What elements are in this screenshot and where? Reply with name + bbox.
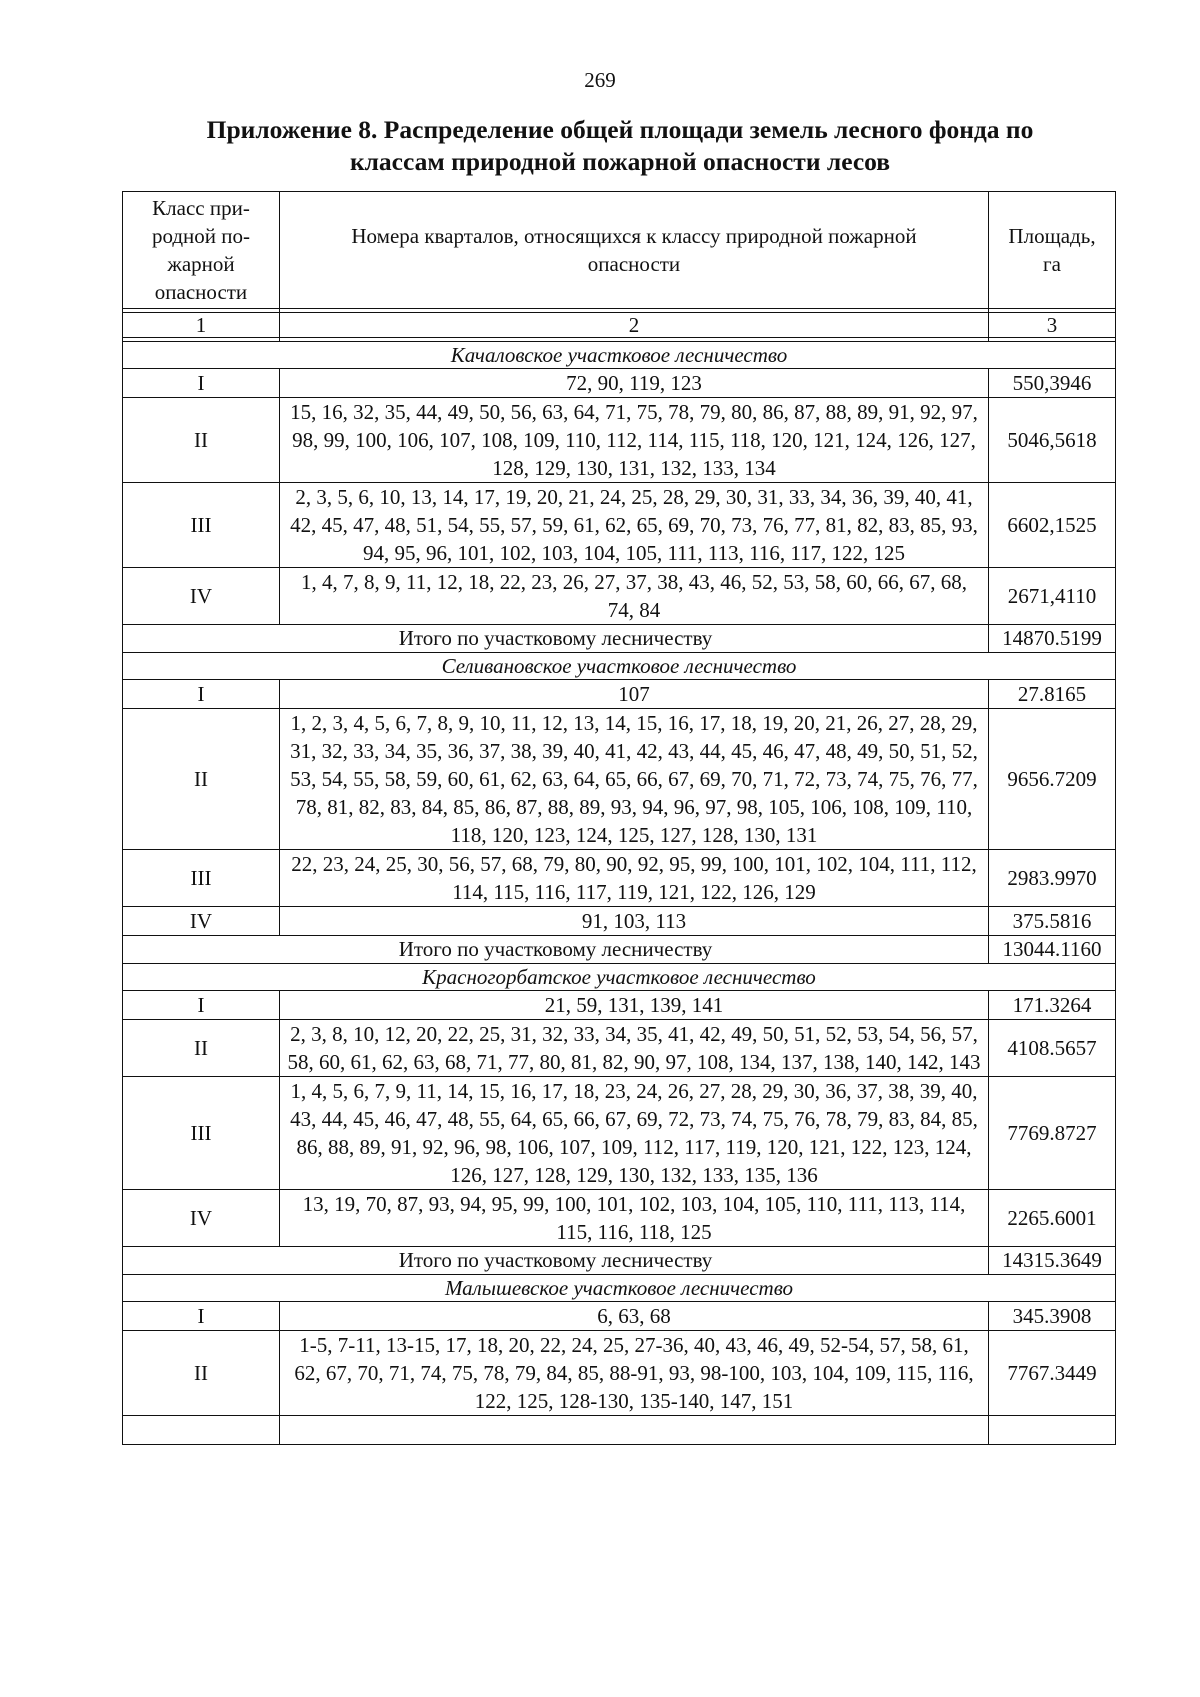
area-cell: 2671,4110 bbox=[989, 568, 1116, 625]
area-cell: 7769.8727 bbox=[989, 1077, 1116, 1190]
title-line-1: Приложение 8. Распределение общей площади земель лесного фонда по bbox=[206, 115, 1034, 144]
header-quarters bbox=[280, 192, 989, 309]
forestry-name: Малышевское участковое лесничество bbox=[123, 1275, 1116, 1302]
quarters-cell: 2, 3, 5, 6, 10, 13, 14, 17, 19, 20, 21, 24, 25, 28, 29, 30, 31, 33, 34, 36, 39, 40, 41, 42, 45, 47, 48, 51, 54, 55, 57, 59, 61, 62, 65, 69, 70, 73, 76, 77, 81, 82, 83, 85, 93, 94, 95, 96, 101, 102, 103, 104, 105, 111, 113, 116, 117, 122, 125 bbox=[280, 483, 989, 568]
class-cell: I bbox=[123, 1302, 280, 1331]
total-area: 14870.5199 bbox=[989, 625, 1116, 653]
total-label: Итого по участковому лесничеству bbox=[123, 1247, 989, 1275]
forestry-row bbox=[123, 342, 1116, 369]
quarters-cell: 91, 103, 113 bbox=[280, 907, 989, 936]
area-cell: 4108.5657 bbox=[989, 1020, 1116, 1077]
header-class bbox=[123, 192, 280, 309]
table-row bbox=[123, 1190, 1116, 1247]
total-label: Итого по участковому лесничеству bbox=[123, 625, 989, 653]
forestry-row bbox=[123, 653, 1116, 680]
column-number: 3 bbox=[989, 313, 1116, 338]
quarters-cell: 1, 4, 7, 8, 9, 11, 12, 18, 22, 23, 26, 27, 37, 38, 43, 46, 52, 53, 58, 60, 66, 67, 68, 74, 84 bbox=[280, 568, 989, 625]
area-cell: 375.5816 bbox=[989, 907, 1116, 936]
column-number: 2 bbox=[280, 313, 989, 338]
class-cell: II bbox=[123, 1020, 280, 1077]
area-cell: 27.8165 bbox=[989, 680, 1116, 709]
class-cell: I bbox=[123, 680, 280, 709]
class-cell: IV bbox=[123, 568, 280, 625]
forestry-row bbox=[123, 964, 1116, 991]
forestry-name: Красногорбатское участковое лесничество bbox=[123, 964, 1116, 991]
area-cell: 6602,1525 bbox=[989, 483, 1116, 568]
quarters-cell: 1, 2, 3, 4, 5, 6, 7, 8, 9, 10, 11, 12, 13, 14, 15, 16, 17, 18, 19, 20, 21, 26, 27, 28, 29, 31, 32, 33, 34, 35, 36, 37, 38, 39, 40, 41, 42, 43, 44, 45, 46, 47, 48, 49, 50, 51, 52, 53, 54, 55, 58, 59, 60, 61, 62, 63, 64, 65, 66, 67, 69, 70, 71, 72, 73, 74, 75, 76, 77, 78, 81, 82, 83, 84, 85, 86, 87, 88, 89, 93, 94, 96, 97, 98, 105, 106, 108, 109, 110, 118, 120, 123, 124, 125, 127, 128, 130, 131 bbox=[280, 709, 989, 850]
table-row bbox=[123, 1077, 1116, 1190]
empty-cell bbox=[123, 1416, 280, 1445]
title-line-2: классам природной пожарной опасности лесов bbox=[349, 147, 891, 176]
area-cell: 7767.3449 bbox=[989, 1331, 1116, 1416]
table-row bbox=[123, 1302, 1116, 1331]
class-cell: II bbox=[123, 1331, 280, 1416]
empty-cell bbox=[989, 1416, 1116, 1445]
table-row bbox=[123, 369, 1116, 398]
quarters-cell: 1, 4, 5, 6, 7, 9, 11, 14, 15, 16, 17, 18, 23, 24, 26, 27, 28, 29, 30, 36, 37, 38, 39, 40, 43, 44, 45, 46, 47, 48, 55, 64, 65, 66, 67, 69, 72, 73, 74, 75, 76, 78, 79, 83, 84, 85, 86, 88, 89, 91, 92, 96, 98, 106, 107, 109, 112, 117, 119, 120, 121, 122, 123, 124, 126, 127, 128, 129, 130, 132, 133, 135, 136 bbox=[280, 1077, 989, 1190]
page-number: 269 bbox=[584, 68, 616, 92]
table-row bbox=[123, 568, 1116, 625]
empty-row bbox=[123, 1416, 1116, 1445]
class-cell: IV bbox=[123, 907, 280, 936]
page-title bbox=[120, 114, 1120, 178]
quarters-cell: 2, 3, 8, 10, 12, 20, 22, 25, 31, 32, 33, 34, 35, 41, 42, 49, 50, 51, 52, 53, 54, 56, 57, 58, 60, 61, 62, 63, 68, 71, 77, 80, 81, 82, 90, 97, 108, 134, 137, 138, 140, 142, 143 bbox=[280, 1020, 989, 1077]
table-row bbox=[123, 398, 1116, 483]
table-row bbox=[123, 680, 1116, 709]
class-cell: IV bbox=[123, 1190, 280, 1247]
total-row bbox=[123, 625, 1116, 653]
table-row bbox=[123, 907, 1116, 936]
class-cell: I bbox=[123, 369, 280, 398]
area-cell: 171.3264 bbox=[989, 991, 1116, 1020]
header-class-label: Класс при-родной по-жарной опасности bbox=[151, 196, 251, 304]
forestry-name: Селивановское участковое лесничество bbox=[123, 653, 1116, 680]
header-quarters-label: Номера кварталов, относящихся к классу природной пожарной опасности bbox=[351, 224, 917, 276]
fire-danger-table bbox=[122, 191, 1116, 1445]
area-cell: 2265.6001 bbox=[989, 1190, 1116, 1247]
class-cell: I bbox=[123, 991, 280, 1020]
table-row bbox=[123, 1020, 1116, 1077]
class-cell: III bbox=[123, 1077, 280, 1190]
quarters-cell: 21, 59, 131, 139, 141 bbox=[280, 991, 989, 1020]
table-row bbox=[123, 991, 1116, 1020]
quarters-cell: 72, 90, 119, 123 bbox=[280, 369, 989, 398]
header-row bbox=[123, 192, 1116, 309]
quarters-cell: 6, 63, 68 bbox=[280, 1302, 989, 1331]
empty-cell bbox=[280, 1416, 989, 1445]
header-area-label: Площадь, га bbox=[1008, 224, 1096, 276]
class-cell: II bbox=[123, 709, 280, 850]
table-row bbox=[123, 483, 1116, 568]
table-row bbox=[123, 850, 1116, 907]
area-cell: 345.3908 bbox=[989, 1302, 1116, 1331]
forestry-row bbox=[123, 1275, 1116, 1302]
area-cell: 5046,5618 bbox=[989, 398, 1116, 483]
quarters-cell: 1-5, 7-11, 13-15, 17, 18, 20, 22, 24, 25, 27-36, 40, 43, 46, 49, 52-54, 57, 58, 61, 62, 67, 70, 71, 74, 75, 78, 79, 84, 85, 88-91, 93, 98-100, 103, 104, 109, 115, 116, 122, 125, 128-130, 135-140, 147, 151 bbox=[280, 1331, 989, 1416]
quarters-cell: 22, 23, 24, 25, 30, 56, 57, 68, 79, 80, 90, 92, 95, 99, 100, 101, 102, 104, 111, 112, 114, 115, 116, 117, 119, 121, 122, 126, 129 bbox=[280, 850, 989, 907]
table-row bbox=[123, 709, 1116, 850]
class-cell: III bbox=[123, 483, 280, 568]
table-row bbox=[123, 1331, 1116, 1416]
area-cell: 2983.9970 bbox=[989, 850, 1116, 907]
forestry-name: Качаловское участковое лесничество bbox=[123, 342, 1116, 369]
column-number: 1 bbox=[123, 313, 280, 338]
total-row bbox=[123, 1247, 1116, 1275]
quarters-cell: 13, 19, 70, 87, 93, 94, 95, 99, 100, 101, 102, 103, 104, 105, 110, 111, 113, 114, 115, 116, 118, 125 bbox=[280, 1190, 989, 1247]
total-area: 13044.1160 bbox=[989, 936, 1116, 964]
total-area: 14315.3649 bbox=[989, 1247, 1116, 1275]
header-area bbox=[989, 192, 1116, 309]
total-label: Итого по участковому лесничеству bbox=[123, 936, 989, 964]
area-cell: 9656.7209 bbox=[989, 709, 1116, 850]
quarters-cell: 15, 16, 32, 35, 44, 49, 50, 56, 63, 64, 71, 75, 78, 79, 80, 86, 87, 88, 89, 91, 92, 97, 98, 99, 100, 106, 107, 108, 109, 110, 112, 114, 115, 118, 120, 121, 124, 126, 127, 128, 129, 130, 131, 132, 133, 134 bbox=[280, 398, 989, 483]
class-cell: III bbox=[123, 850, 280, 907]
quarters-cell: 107 bbox=[280, 680, 989, 709]
column-number-row bbox=[123, 313, 1116, 338]
area-cell: 550,3946 bbox=[989, 369, 1116, 398]
total-row bbox=[123, 936, 1116, 964]
class-cell: II bbox=[123, 398, 280, 483]
